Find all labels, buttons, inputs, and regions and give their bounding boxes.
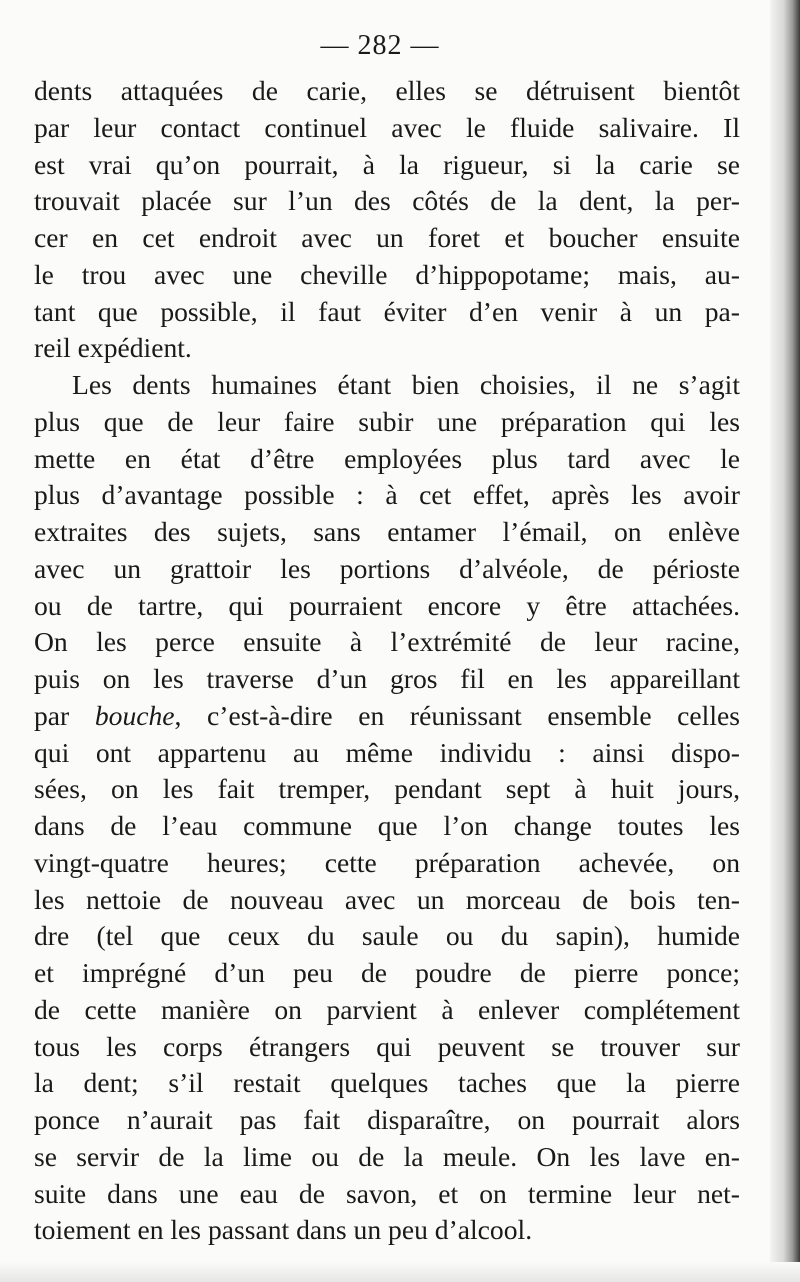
text-line: ou de tartre, qui pourraient encore y être attachées. <box>34 589 740 621</box>
text-line: avec un grattoir les portions d’alvéole, de périoste <box>34 552 740 584</box>
text-line: la dent; s’il restait quelques taches que la pierre <box>34 1067 740 1099</box>
text-line: se servir de la lime ou de la meule. On les lave en- <box>34 1140 740 1172</box>
page-edge-shadow <box>770 0 800 1282</box>
text-line: trouvait placée sur l’un des côtés de la dent, la per- <box>34 185 740 217</box>
text-line: tant que possible, il faut éviter d’en venir à un pa- <box>34 295 740 327</box>
text-line: est vrai qu’on pourrait, à la rigueur, si la carie se <box>34 148 740 180</box>
text-line: tous les corps étrangers qui peuvent se trouver sur <box>34 1030 740 1062</box>
text-line: plus d’avantage possible : à cet effet, après les avoir <box>34 479 740 511</box>
text-line: les nettoie de nouveau avec un morceau de bois ten- <box>34 883 740 915</box>
text-line: extraites des sujets, sans entamer l’émail, on enlève <box>34 516 740 547</box>
italic-term: bouche <box>94 699 175 731</box>
text-line: de cette manière on parvient à enlever complétement <box>34 993 740 1025</box>
text-line: mette en état d’être employées plus tard avec le <box>34 442 740 474</box>
page-number: — 282 — <box>320 30 440 61</box>
body-text <box>34 73 740 1249</box>
text-line: dents attaquées de carie, elles se détruisent bientôt <box>34 75 740 106</box>
text-line: et imprégné d’un peu de poudre de pierre ponce; <box>34 957 740 988</box>
text-line-with-italic <box>34 698 740 735</box>
text-line: par leur contact continuel avec le fluide salivaire. Il <box>34 111 740 143</box>
text-line: dans de l’eau commune que l’on change toutes les <box>34 810 740 841</box>
text-line: sées, on les fait tremper, pendant sept à huit jours, <box>34 773 740 805</box>
text-line: ponce n’aurait pas fait disparaître, on pourrait alors <box>34 1104 740 1135</box>
text-line: suite dans une eau de savon, et on termine leur net- <box>34 1177 740 1209</box>
paragraph-end-line: toiement en les passant dans un peu d’alcool. <box>34 1214 533 1246</box>
text-line: dre (tel que ceux du saule ou du sapin), humide <box>34 920 740 952</box>
text-segment: , c’est-à-dire en réunissant ensemble celles <box>174 699 740 731</box>
text-line: plus que de leur faire subir une préparation qui les <box>34 405 740 437</box>
text-line: le trou avec une cheville d’hippopotame; mais, au- <box>34 258 740 290</box>
page-bottom-margin <box>0 1262 800 1282</box>
paragraph-start-line: Les dents humaines étant bien choisies, il ne s’agit <box>72 369 740 400</box>
paragraph-end-line: reil expédient. <box>34 332 192 364</box>
text-line: cer en cet endroit avec un foret et boucher ensuite <box>34 222 740 253</box>
text-line: On les perce ensuite à l’extrémité de leur racine, <box>34 626 740 658</box>
text-line: puis on les traverse d’un gros fil en les appareillant <box>34 663 740 694</box>
text-line: vingt-quatre heures; cette préparation achevée, on <box>34 846 740 878</box>
text-line: qui ont appartenu au même individu : ainsi dispo- <box>34 736 740 768</box>
text-segment: par <box>34 699 95 731</box>
